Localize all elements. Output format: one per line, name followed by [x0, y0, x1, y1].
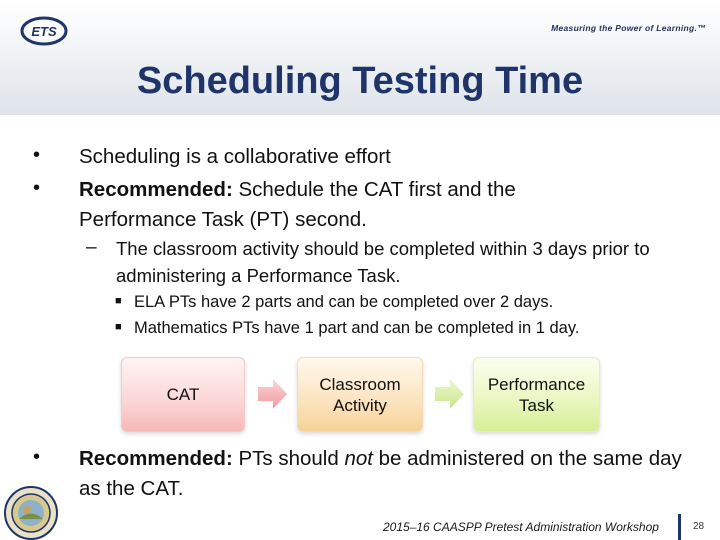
bullet-body: Schedule the CAT first and the Performance Task (PT) second. [79, 178, 516, 231]
slide-title [0, 60, 720, 103]
right-arrow-icon [258, 378, 288, 410]
bullet-text: Scheduling is a collaborative effort [79, 145, 391, 168]
bullet-lead: Recommended: [79, 178, 233, 201]
bullet-marker: • [33, 177, 41, 199]
process-step-label: CAT [166, 385, 200, 404]
bullet-text [79, 175, 619, 235]
sub-bullet-text: The classroom activity should be completed within 3 days prior to administering a Performance Task. [116, 238, 650, 286]
process-step-cat [121, 357, 245, 432]
slide-title-text: Scheduling Testing Time [136, 60, 584, 102]
footer-workshop-title: 2015–16 CAASPP Pretest Administration Workshop [383, 520, 659, 534]
state-seal-icon [4, 486, 58, 540]
square-bullet-icon: ■ [115, 321, 122, 333]
bullet-marker: • [33, 446, 41, 468]
process-step-performance-task [473, 357, 600, 432]
bullet-lead: Recommended: [79, 447, 233, 470]
bullet-body-before: PTs should [232, 447, 345, 470]
right-arrow-icon [435, 378, 465, 410]
logo-text: ETS [31, 24, 57, 39]
sub-sub-bullet-text: Mathematics PTs have 1 part and can be completed in 1 day. [134, 319, 580, 337]
sub-bullet-marker: – [86, 237, 97, 258]
process-step-label: Performance Task [487, 374, 586, 415]
header-tagline: Measuring the Power of Learning.™ [551, 23, 706, 33]
footer-divider [678, 514, 681, 540]
process-step-label: Classroom Activity [319, 374, 401, 415]
bullet-body-after: be administered on the same day as the CAT. [79, 447, 682, 500]
bullet-text [79, 444, 689, 504]
page-number: 28 [693, 521, 705, 532]
square-bullet-icon: ■ [115, 295, 122, 307]
sub-sub-bullet-text: ELA PTs have 2 parts and can be completed over 2 days. [134, 293, 554, 311]
ets-logo-icon [20, 16, 68, 46]
process-step-classroom-activity [297, 357, 423, 432]
bullet-emphasis: not [344, 447, 373, 470]
bullet-marker: • [33, 144, 41, 166]
